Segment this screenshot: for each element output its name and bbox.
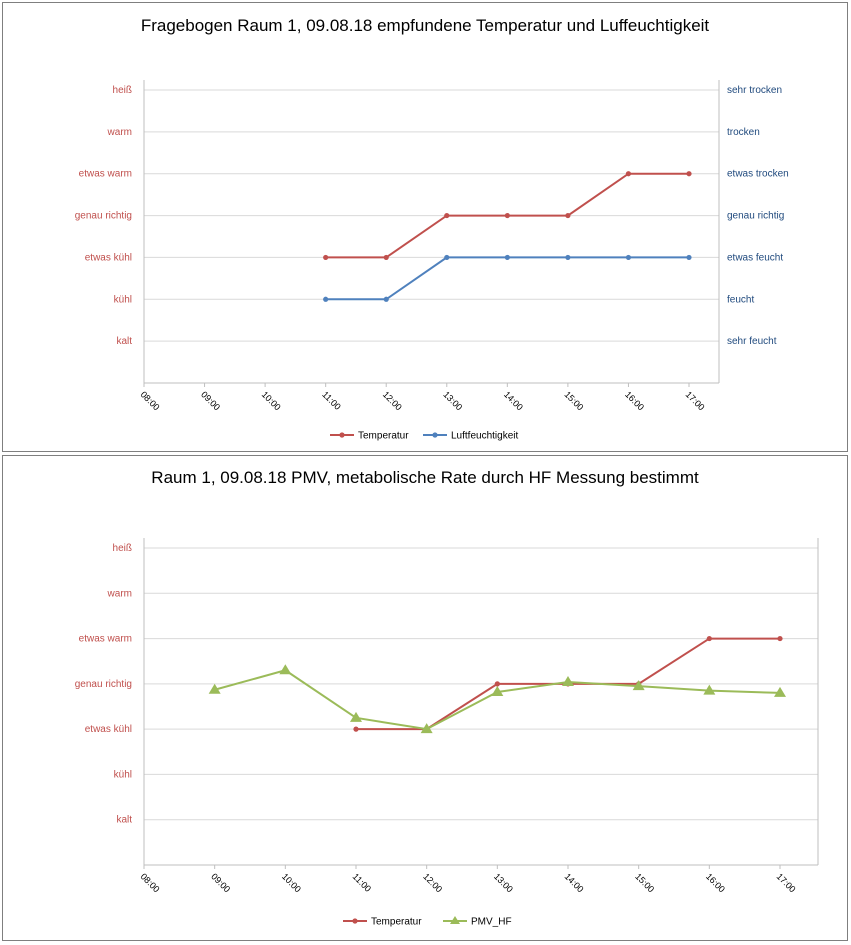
x-tick-label: 15:00 — [633, 871, 657, 895]
data-point — [686, 171, 691, 176]
chart-1 — [3, 3, 847, 451]
x-tick-label: 16:00 — [623, 389, 647, 413]
x-tick-label: 10:00 — [259, 389, 283, 413]
y-tick-label-left: kalt — [116, 336, 132, 348]
data-point — [505, 213, 510, 218]
x-tick-label: 11:00 — [350, 871, 374, 894]
data-point — [384, 297, 389, 302]
data-point — [686, 255, 691, 260]
x-tick-label: 17:00 — [683, 389, 707, 413]
y-tick-label-left: kühl — [113, 294, 132, 306]
y-tick-label-right: trocken — [727, 126, 760, 138]
y-tick-label-left: genau richtig — [74, 678, 132, 690]
data-point — [777, 636, 782, 641]
y-tick-label-left: kalt — [116, 814, 132, 826]
data-point — [495, 681, 500, 686]
y-tick-label-left: warm — [107, 588, 132, 600]
series-line-pmv-hf — [215, 670, 780, 729]
chart-2 — [3, 456, 847, 940]
chart-title: Fragebogen Raum 1, 09.08.18 empfundene Temperatur und Luffeuchtigkeit — [140, 16, 710, 35]
y-tick-label-left: etwas warm — [78, 168, 132, 180]
data-point — [353, 727, 358, 732]
x-tick-label: 11:00 — [320, 389, 343, 412]
x-tick-label: 12:00 — [421, 871, 445, 895]
y-tick-label-right: sehr feucht — [727, 336, 777, 348]
x-tick-label: 14:00 — [562, 871, 586, 895]
y-tick-label-right: sehr trocken — [727, 85, 783, 96]
legend-label: PMV_HF — [471, 916, 512, 928]
data-point — [565, 255, 570, 260]
x-tick-label: 08:00 — [138, 871, 162, 895]
series-line-luftfeuchtigkeit — [326, 257, 689, 299]
x-tick-label: 13:00 — [441, 389, 465, 413]
data-point — [279, 664, 291, 674]
chart-panel-1 — [2, 2, 848, 452]
y-tick-label-left: etwas kühl — [84, 252, 132, 264]
x-tick-label: 08:00 — [138, 389, 162, 413]
data-point — [384, 255, 389, 260]
x-tick-label: 16:00 — [703, 871, 727, 895]
legend-marker — [432, 432, 437, 437]
y-tick-label-left: heiß — [112, 543, 132, 554]
y-tick-label-left: kühl — [113, 769, 132, 781]
y-tick-label-right: feucht — [727, 294, 755, 306]
data-point — [562, 676, 574, 686]
y-tick-label-left: etwas kühl — [84, 724, 132, 736]
data-point — [350, 712, 362, 722]
x-tick-label: 09:00 — [209, 871, 233, 895]
data-point — [707, 636, 712, 641]
data-point — [323, 297, 328, 302]
data-point — [626, 255, 631, 260]
x-tick-label: 15:00 — [562, 389, 586, 413]
x-tick-label: 13:00 — [491, 871, 515, 895]
data-point — [626, 171, 631, 176]
x-tick-label: 10:00 — [279, 871, 303, 895]
y-tick-label-right: etwas feucht — [727, 252, 784, 264]
x-tick-label: 12:00 — [380, 389, 404, 413]
y-tick-label-left: genau richtig — [74, 210, 132, 222]
y-tick-label-left: warm — [107, 126, 132, 138]
legend-marker — [339, 432, 344, 437]
data-point — [444, 213, 449, 218]
chart-panel-2 — [2, 455, 848, 941]
data-point — [565, 213, 570, 218]
legend-label: Luftfeuchtigkeit — [451, 430, 519, 442]
y-tick-label-right: genau richtig — [727, 210, 785, 222]
x-tick-label: 17:00 — [774, 871, 798, 895]
legend-label: Temperatur — [371, 916, 422, 928]
legend-label: Temperatur — [358, 430, 409, 442]
data-point — [444, 255, 449, 260]
chart-title: Raum 1, 09.08.18 PMV, metabolische Rate durch HF Messung bestimmt — [151, 468, 699, 487]
legend-marker — [352, 918, 357, 923]
x-tick-label: 14:00 — [501, 389, 525, 413]
y-tick-label-left: etwas warm — [78, 633, 132, 645]
x-tick-label: 09:00 — [199, 389, 223, 413]
y-tick-label-right: etwas trocken — [727, 168, 789, 180]
y-tick-label-left: heiß — [112, 85, 132, 96]
data-point — [323, 255, 328, 260]
data-point — [505, 255, 510, 260]
